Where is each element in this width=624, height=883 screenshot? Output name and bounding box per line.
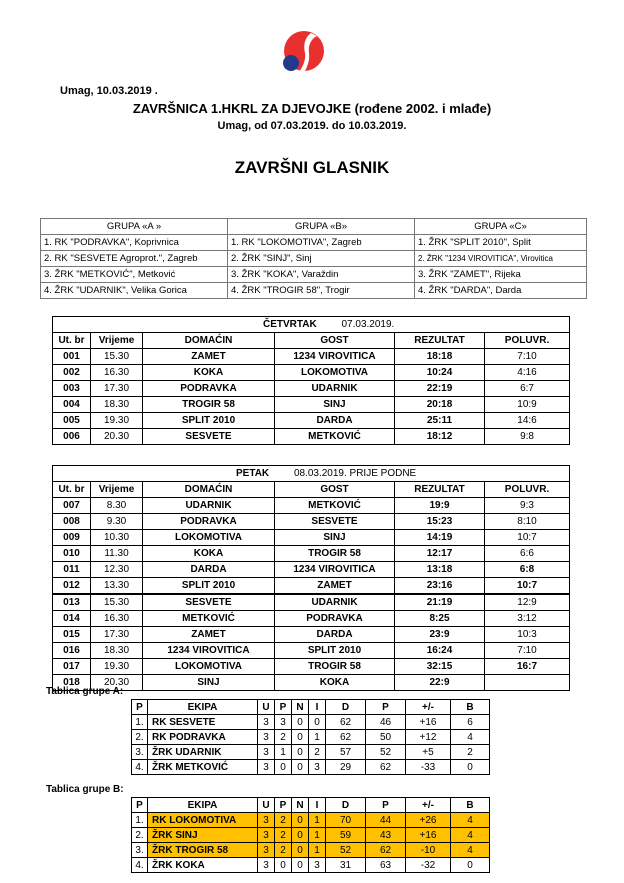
game-number: 017 bbox=[53, 659, 91, 675]
standings-col-header: B bbox=[451, 700, 490, 715]
lost: 0 bbox=[309, 715, 326, 730]
standings-col-header: P bbox=[132, 700, 148, 715]
lost: 1 bbox=[309, 843, 326, 858]
game-time: 8.30 bbox=[91, 498, 143, 514]
half-time-result: 14:6 bbox=[485, 413, 570, 429]
document-title: ZAVRŠNI GLASNIK bbox=[234, 158, 390, 177]
position: 1. bbox=[132, 813, 148, 828]
standings-col-header: N bbox=[292, 700, 309, 715]
standings-col-header: I bbox=[309, 798, 326, 813]
goals-for: 62 bbox=[326, 715, 366, 730]
groups-header-row bbox=[41, 219, 587, 235]
standings-col-header: +/- bbox=[406, 700, 451, 715]
position: 2. bbox=[132, 828, 148, 843]
game-number: 013 bbox=[53, 594, 91, 611]
game-time: 20.30 bbox=[91, 429, 143, 445]
goals-for: 31 bbox=[326, 858, 366, 873]
game-result: 13:18 bbox=[395, 562, 485, 578]
half-time-result: 12:9 bbox=[485, 594, 570, 611]
game-result: 14:19 bbox=[395, 530, 485, 546]
game-number: 009 bbox=[53, 530, 91, 546]
half-time-result: 7:10 bbox=[485, 643, 570, 659]
standings-col-header: +/- bbox=[406, 798, 451, 813]
group-cell: 2. ŽRK "1234 VIROVITICA", Virovitica bbox=[415, 251, 587, 267]
goal-difference: +16 bbox=[406, 715, 451, 730]
goals-against: 62 bbox=[366, 760, 406, 775]
home-team: SINJ bbox=[143, 675, 275, 691]
team-name: RK PODRAVKA bbox=[148, 730, 258, 745]
half-time-result: 10:7 bbox=[485, 530, 570, 546]
game-row bbox=[53, 611, 570, 627]
game-number: 014 bbox=[53, 611, 91, 627]
goal-difference: -10 bbox=[406, 843, 451, 858]
game-row bbox=[53, 594, 570, 611]
game-row bbox=[53, 397, 570, 413]
home-team: LOKOMOTIVA bbox=[143, 659, 275, 675]
groups-row bbox=[41, 267, 587, 283]
played: 3 bbox=[258, 843, 275, 858]
team-name: ŽRK TROGIR 58 bbox=[148, 843, 258, 858]
logo-blue-ball bbox=[283, 55, 299, 71]
played: 3 bbox=[258, 745, 275, 760]
group-cell: 1. RK "LOKOMOTIVA", Zagreb bbox=[228, 235, 415, 251]
game-time: 13.30 bbox=[91, 578, 143, 595]
drawn: 0 bbox=[292, 813, 309, 828]
group-b-header: GRUPA «B» bbox=[228, 219, 415, 235]
game-result: 21:19 bbox=[395, 594, 485, 611]
standings-row bbox=[132, 730, 490, 745]
goal-difference: +16 bbox=[406, 828, 451, 843]
half-time-result: 16:7 bbox=[485, 659, 570, 675]
federation-logo bbox=[281, 27, 327, 83]
home-team: DARDA bbox=[143, 562, 275, 578]
game-time: 10.30 bbox=[91, 530, 143, 546]
lost: 1 bbox=[309, 828, 326, 843]
team-name: RK SESVETE bbox=[148, 715, 258, 730]
won: 0 bbox=[275, 760, 292, 775]
groups-row bbox=[41, 283, 587, 299]
away-team: 1234 VIROVITICA bbox=[275, 349, 395, 365]
group-cell: 4. ŽRK "TROGIR 58", Trogir bbox=[228, 283, 415, 299]
standings-group-a bbox=[131, 699, 490, 775]
day-date: 07.03.2019. bbox=[341, 319, 395, 330]
game-time: 15.30 bbox=[91, 594, 143, 611]
group-cell: 4. ŽRK "DARDA", Darda bbox=[415, 283, 587, 299]
col-header: Ut. br bbox=[53, 333, 91, 349]
drawn: 0 bbox=[292, 760, 309, 775]
group-cell: 3. ŽRK "ZAMET", Rijeka bbox=[415, 267, 587, 283]
game-number: 010 bbox=[53, 546, 91, 562]
half-time-result: 9:8 bbox=[485, 429, 570, 445]
group-cell: 1. ŽRK "SPLIT 2010", Split bbox=[415, 235, 587, 251]
game-time: 16.30 bbox=[91, 611, 143, 627]
position: 4. bbox=[132, 858, 148, 873]
half-time-result: 9:3 bbox=[485, 498, 570, 514]
drawn: 0 bbox=[292, 745, 309, 760]
standings-col-header: EKIPA bbox=[148, 700, 258, 715]
goal-difference: +26 bbox=[406, 813, 451, 828]
goals-for: 59 bbox=[326, 828, 366, 843]
goals-against: 46 bbox=[366, 715, 406, 730]
col-header: GOST bbox=[275, 333, 395, 349]
won: 2 bbox=[275, 813, 292, 828]
points: 4 bbox=[451, 828, 490, 843]
standings-col-header: B bbox=[451, 798, 490, 813]
half-time-result: 8:10 bbox=[485, 514, 570, 530]
game-number: 012 bbox=[53, 578, 91, 595]
standings-col-header: P bbox=[366, 700, 406, 715]
game-row bbox=[53, 643, 570, 659]
goals-for: 70 bbox=[326, 813, 366, 828]
away-team: SESVETE bbox=[275, 514, 395, 530]
game-time: 18.30 bbox=[91, 397, 143, 413]
game-result: 22:19 bbox=[395, 381, 485, 397]
col-header: REZULTAT bbox=[395, 333, 485, 349]
home-team: ZAMET bbox=[143, 349, 275, 365]
col-header: DOMAĆIN bbox=[143, 482, 275, 498]
team-name: RK LOKOMOTIVA bbox=[148, 813, 258, 828]
standings-col-header: P bbox=[275, 700, 292, 715]
home-team: KOKA bbox=[143, 546, 275, 562]
away-team: 1234 VIROVITICA bbox=[275, 562, 395, 578]
home-team: SPLIT 2010 bbox=[143, 578, 275, 595]
table-a-label: Tablica grupe A: bbox=[46, 686, 124, 697]
game-time: 19.30 bbox=[91, 659, 143, 675]
home-team: ZAMET bbox=[143, 627, 275, 643]
col-header: POLUVR. bbox=[485, 333, 570, 349]
game-time: 16.30 bbox=[91, 365, 143, 381]
home-team: LOKOMOTIVA bbox=[143, 530, 275, 546]
game-number: 011 bbox=[53, 562, 91, 578]
home-team: UDARNIK bbox=[143, 498, 275, 514]
goals-for: 52 bbox=[326, 843, 366, 858]
game-time: 19.30 bbox=[91, 413, 143, 429]
half-time-result: 7:10 bbox=[485, 349, 570, 365]
game-number: 001 bbox=[53, 349, 91, 365]
home-team: KOKA bbox=[143, 365, 275, 381]
away-team: LOKOMOTIVA bbox=[275, 365, 395, 381]
won: 0 bbox=[275, 858, 292, 873]
game-row bbox=[53, 429, 570, 445]
col-header: DOMAĆIN bbox=[143, 333, 275, 349]
goal-difference: +5 bbox=[406, 745, 451, 760]
group-cell: 1. RK "PODRAVKA", Koprivnica bbox=[41, 235, 228, 251]
tournament-title: ZAVRŠNICA 1.HKRL ZA DJEVOJKE (rođene 2002. i mlađe) bbox=[132, 101, 492, 116]
col-header: Vrijeme bbox=[91, 333, 143, 349]
goals-for: 29 bbox=[326, 760, 366, 775]
position: 2. bbox=[132, 730, 148, 745]
lost: 3 bbox=[309, 760, 326, 775]
game-time: 17.30 bbox=[91, 381, 143, 397]
home-team: SESVETE bbox=[143, 594, 275, 611]
played: 3 bbox=[258, 858, 275, 873]
played: 3 bbox=[258, 760, 275, 775]
away-team: SPLIT 2010 bbox=[275, 643, 395, 659]
points: 4 bbox=[451, 730, 490, 745]
played: 3 bbox=[258, 730, 275, 745]
drawn: 0 bbox=[292, 715, 309, 730]
standings-col-header: U bbox=[258, 700, 275, 715]
points: 4 bbox=[451, 843, 490, 858]
game-result: 8:25 bbox=[395, 611, 485, 627]
lost: 1 bbox=[309, 813, 326, 828]
game-row bbox=[53, 413, 570, 429]
schedule-thursday bbox=[52, 316, 570, 445]
group-c-header: GRUPA «C» bbox=[415, 219, 587, 235]
standings-col-header: I bbox=[309, 700, 326, 715]
col-header: Vrijeme bbox=[91, 482, 143, 498]
game-row bbox=[53, 498, 570, 514]
away-team: UDARNIK bbox=[275, 594, 395, 611]
game-time: 12.30 bbox=[91, 562, 143, 578]
game-time: 17.30 bbox=[91, 627, 143, 643]
game-number: 006 bbox=[53, 429, 91, 445]
game-time: 11.30 bbox=[91, 546, 143, 562]
away-team: TROGIR 58 bbox=[275, 659, 395, 675]
lost: 1 bbox=[309, 730, 326, 745]
game-row bbox=[53, 349, 570, 365]
group-cell: 3. ŽRK "KOKA", Varaždin bbox=[228, 267, 415, 283]
standings-header-row bbox=[132, 700, 490, 715]
away-team: SINJ bbox=[275, 530, 395, 546]
played: 3 bbox=[258, 828, 275, 843]
col-header: Ut. br bbox=[53, 482, 91, 498]
goals-for: 57 bbox=[326, 745, 366, 760]
standings-header-row bbox=[132, 798, 490, 813]
game-row bbox=[53, 659, 570, 675]
standings-row bbox=[132, 828, 490, 843]
away-team: DARDA bbox=[275, 627, 395, 643]
group-cell: 3. ŽRK "METKOVIĆ", Metković bbox=[41, 267, 228, 283]
groups-row bbox=[41, 251, 587, 267]
game-number: 003 bbox=[53, 381, 91, 397]
tournament-dates: Umag, od 07.03.2019. do 10.03.2019. bbox=[217, 120, 407, 132]
team-name: ŽRK UDARNIK bbox=[148, 745, 258, 760]
col-header: GOST bbox=[275, 482, 395, 498]
col-header: REZULTAT bbox=[395, 482, 485, 498]
schedule-friday bbox=[52, 465, 570, 691]
played: 3 bbox=[258, 813, 275, 828]
goals-against: 43 bbox=[366, 828, 406, 843]
home-team: METKOVIĆ bbox=[143, 611, 275, 627]
standings-row bbox=[132, 813, 490, 828]
home-team: SESVETE bbox=[143, 429, 275, 445]
game-number: 008 bbox=[53, 514, 91, 530]
standings-col-header: D bbox=[326, 700, 366, 715]
away-team: METKOVIĆ bbox=[275, 498, 395, 514]
home-team: TROGIR 58 bbox=[143, 397, 275, 413]
points: 0 bbox=[451, 858, 490, 873]
lost: 3 bbox=[309, 858, 326, 873]
standings-col-header: D bbox=[326, 798, 366, 813]
day-name: PETAK bbox=[236, 468, 270, 479]
standings-col-header: P bbox=[366, 798, 406, 813]
half-time-result: 10:3 bbox=[485, 627, 570, 643]
goal-difference: +12 bbox=[406, 730, 451, 745]
position: 3. bbox=[132, 745, 148, 760]
away-team: KOKA bbox=[275, 675, 395, 691]
game-row bbox=[53, 562, 570, 578]
group-a-header: GRUPA «A » bbox=[41, 219, 228, 235]
game-row bbox=[53, 530, 570, 546]
goals-for: 62 bbox=[326, 730, 366, 745]
away-team: METKOVIĆ bbox=[275, 429, 395, 445]
game-row bbox=[53, 546, 570, 562]
half-time-result: 6:7 bbox=[485, 381, 570, 397]
game-time: 15.30 bbox=[91, 349, 143, 365]
half-time-result: 6:6 bbox=[485, 546, 570, 562]
standings-row bbox=[132, 843, 490, 858]
home-team: 1234 VIROVITICA bbox=[143, 643, 275, 659]
position: 1. bbox=[132, 715, 148, 730]
game-row bbox=[53, 514, 570, 530]
game-result: 23:9 bbox=[395, 627, 485, 643]
lost: 2 bbox=[309, 745, 326, 760]
game-result: 20:18 bbox=[395, 397, 485, 413]
away-team: PODRAVKA bbox=[275, 611, 395, 627]
standings-col-header: P bbox=[275, 798, 292, 813]
half-time-result: 4:16 bbox=[485, 365, 570, 381]
standings-col-header: P bbox=[132, 798, 148, 813]
game-result: 22:9 bbox=[395, 675, 485, 691]
game-result: 23:16 bbox=[395, 578, 485, 595]
day-header-row bbox=[53, 466, 570, 482]
team-name: ŽRK SINJ bbox=[148, 828, 258, 843]
game-time: 20.30 bbox=[91, 675, 143, 691]
goals-against: 63 bbox=[366, 858, 406, 873]
drawn: 0 bbox=[292, 828, 309, 843]
played: 3 bbox=[258, 715, 275, 730]
goal-difference: -32 bbox=[406, 858, 451, 873]
half-time-result: 10:7 bbox=[485, 578, 570, 595]
goal-difference: -33 bbox=[406, 760, 451, 775]
game-row bbox=[53, 578, 570, 595]
game-number: 002 bbox=[53, 365, 91, 381]
drawn: 0 bbox=[292, 843, 309, 858]
group-cell: 4. ŽRK "UDARNIK", Velika Gorica bbox=[41, 283, 228, 299]
points: 2 bbox=[451, 745, 490, 760]
game-result: 25:11 bbox=[395, 413, 485, 429]
day-date: 08.03.2019. PRIJE PODNE bbox=[293, 468, 417, 479]
game-number: 016 bbox=[53, 643, 91, 659]
game-number: 015 bbox=[53, 627, 91, 643]
team-name: ŽRK METKOVIĆ bbox=[148, 760, 258, 775]
standings-row bbox=[132, 745, 490, 760]
game-result: 32:15 bbox=[395, 659, 485, 675]
goals-against: 50 bbox=[366, 730, 406, 745]
game-result: 16:24 bbox=[395, 643, 485, 659]
standings-row bbox=[132, 760, 490, 775]
table-b-label: Tablica grupe B: bbox=[46, 784, 124, 795]
home-team: SPLIT 2010 bbox=[143, 413, 275, 429]
goals-against: 62 bbox=[366, 843, 406, 858]
won: 2 bbox=[275, 843, 292, 858]
game-number: 005 bbox=[53, 413, 91, 429]
game-time: 18.30 bbox=[91, 643, 143, 659]
game-result: 18:12 bbox=[395, 429, 485, 445]
home-team: PODRAVKA bbox=[143, 514, 275, 530]
won: 2 bbox=[275, 828, 292, 843]
game-row bbox=[53, 381, 570, 397]
half-time-result bbox=[485, 675, 570, 691]
game-number: 018 bbox=[53, 675, 91, 691]
game-result: 18:18 bbox=[395, 349, 485, 365]
home-team: PODRAVKA bbox=[143, 381, 275, 397]
drawn: 0 bbox=[292, 730, 309, 745]
game-number: 007 bbox=[53, 498, 91, 514]
column-header-row bbox=[53, 482, 570, 498]
game-result: 15:23 bbox=[395, 514, 485, 530]
away-team: SINJ bbox=[275, 397, 395, 413]
points: 4 bbox=[451, 813, 490, 828]
group-cell: 2. RK "SESVETE Agroprot.", Zagreb bbox=[41, 251, 228, 267]
standings-group-b bbox=[131, 797, 490, 873]
game-result: 19:9 bbox=[395, 498, 485, 514]
standings-col-header: U bbox=[258, 798, 275, 813]
standings-col-header: EKIPA bbox=[148, 798, 258, 813]
col-header: POLUVR. bbox=[485, 482, 570, 498]
group-cell: 2. ŽRK "SINJ", Sinj bbox=[228, 251, 415, 267]
away-team: ZAMET bbox=[275, 578, 395, 595]
position: 3. bbox=[132, 843, 148, 858]
away-team: UDARNIK bbox=[275, 381, 395, 397]
won: 3 bbox=[275, 715, 292, 730]
standings-row bbox=[132, 715, 490, 730]
game-row bbox=[53, 627, 570, 643]
standings-row bbox=[132, 858, 490, 873]
points: 6 bbox=[451, 715, 490, 730]
game-time: 9.30 bbox=[91, 514, 143, 530]
drawn: 0 bbox=[292, 858, 309, 873]
away-team: DARDA bbox=[275, 413, 395, 429]
groups-row bbox=[41, 235, 587, 251]
points: 0 bbox=[451, 760, 490, 775]
goals-against: 44 bbox=[366, 813, 406, 828]
away-team: TROGIR 58 bbox=[275, 546, 395, 562]
team-name: ŽRK KOKA bbox=[148, 858, 258, 873]
position: 4. bbox=[132, 760, 148, 775]
day-header-row bbox=[53, 317, 570, 333]
game-number: 004 bbox=[53, 397, 91, 413]
game-row bbox=[53, 675, 570, 691]
date-line: Umag, 10.03.2019 . bbox=[60, 85, 158, 97]
half-time-result: 3:12 bbox=[485, 611, 570, 627]
day-name: ČETVRTAK bbox=[263, 319, 317, 330]
groups-table bbox=[40, 218, 587, 299]
won: 2 bbox=[275, 730, 292, 745]
standings-col-header: N bbox=[292, 798, 309, 813]
game-result: 10:24 bbox=[395, 365, 485, 381]
game-result: 12:17 bbox=[395, 546, 485, 562]
game-row bbox=[53, 365, 570, 381]
column-header-row bbox=[53, 333, 570, 349]
goals-against: 52 bbox=[366, 745, 406, 760]
won: 1 bbox=[275, 745, 292, 760]
half-time-result: 6:8 bbox=[485, 562, 570, 578]
half-time-result: 10:9 bbox=[485, 397, 570, 413]
